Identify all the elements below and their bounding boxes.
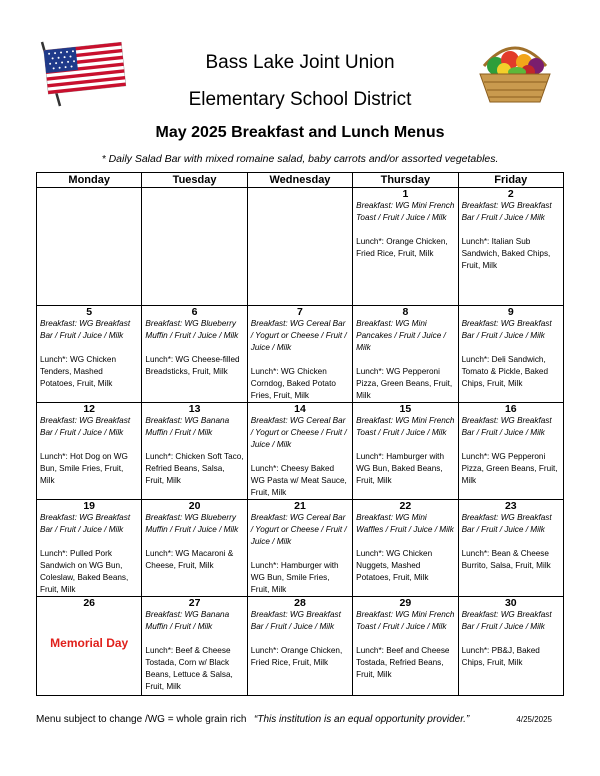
page-title: May 2025 Breakfast and Lunch Menus — [155, 124, 445, 141]
district-name-line2: Elementary School District — [188, 89, 412, 110]
breakfast-item: Breakfast: WG Cereal Bar / Yogurt or Cheese / Fruit / Juice / Milk — [250, 416, 347, 449]
day-number: 13 — [188, 403, 201, 415]
lunch-item: Lunch*: Beef and Cheese Tostada, Refried Beans, Fruit, Milk — [356, 646, 450, 679]
district-name-line1: Bass Lake Joint Union — [205, 52, 395, 73]
weekday-header-row — [37, 173, 564, 188]
day-cell — [37, 188, 142, 306]
day-header: Wednesday — [247, 173, 352, 188]
lunch-item: Lunch*: Deli Sandwich, Tomato & Pickle, Baked Chips, Fruit, Milk — [461, 355, 549, 388]
day-number: 12 — [83, 403, 96, 415]
breakfast-item: Breakfast: WG Breakfast Bar / Fruit / Juice / Milk — [461, 201, 552, 222]
day-cell — [247, 188, 352, 306]
day-cell — [37, 500, 142, 597]
lunch-item: Lunch*: Italian Sub Sandwich, Baked Chips, Fruit, Milk — [461, 237, 551, 270]
breakfast-item: Breakfast: WG Mini French Toast / Fruit / Juice / Milk — [356, 610, 455, 631]
day-cell — [37, 306, 142, 403]
day-number: 19 — [83, 500, 96, 512]
lunch-item: Lunch*: Chicken Soft Taco, Refried Beans, Salsa, Fruit, Milk — [145, 452, 244, 485]
week-row — [37, 306, 564, 403]
day-number: 15 — [399, 403, 412, 415]
breakfast-item: Breakfast: WG Breakfast Bar / Fruit / Juice / Milk — [461, 513, 552, 534]
day-cell — [353, 188, 458, 306]
menu-calendar — [36, 172, 564, 696]
day-cell — [247, 597, 352, 696]
breakfast-item: Breakfast: WG Banana Muffin / Fruit / Milk — [145, 416, 230, 437]
breakfast-item: Breakfast: WG Breakfast Bar / Fruit / Juice / Milk — [40, 319, 131, 340]
day-number: 28 — [294, 597, 306, 609]
day-number: 9 — [507, 306, 514, 318]
day-cell — [458, 188, 563, 306]
day-cell — [142, 188, 247, 306]
breakfast-item: Breakfast: WG Cereal Bar / Yogurt or Cheese / Fruit / Juice / Milk — [250, 319, 347, 352]
day-cell — [247, 500, 352, 597]
day-cell — [37, 597, 142, 696]
day-cell — [353, 403, 458, 500]
day-header: Tuesday — [142, 173, 247, 188]
breakfast-item: Breakfast: WG Breakfast Bar / Fruit / Juice / Milk — [461, 610, 552, 631]
day-number: 27 — [188, 597, 201, 609]
week-row — [37, 188, 564, 306]
lunch-item: Lunch*: Beef & Cheese Tostada, Corn w/ Black Beans, Lettuce & Salsa, Fruit, Milk — [145, 646, 233, 691]
breakfast-item: Breakfast: WG Blueberry Muffin / Fruit / Juice / Milk — [145, 513, 239, 534]
day-number: 16 — [504, 403, 517, 415]
breakfast-item: Breakfast: WG Mini Pancakes / Fruit / Juice / Milk — [356, 319, 446, 352]
day-cell — [142, 500, 247, 597]
day-number: 30 — [504, 597, 517, 609]
week-row — [37, 403, 564, 500]
day-cell — [37, 403, 142, 500]
day-cell — [458, 306, 563, 403]
lunch-item: Lunch*: WG Pepperoni Pizza, Green Beans, Fruit, Milk — [461, 452, 558, 485]
day-cell — [142, 597, 247, 696]
lunch-item: Lunch*: Hot Dog on WG Bun, Smile Fries, Fruit, Milk — [40, 452, 128, 485]
footer-disclaimer: Menu subject to change /WG = whole grain rich — [36, 714, 247, 725]
day-header: Monday — [37, 173, 142, 188]
lunch-item: Lunch*: Orange Chicken, Fried Rice, Fruit, Milk — [250, 646, 343, 667]
day-cell — [353, 306, 458, 403]
lunch-item: Lunch*: Pulled Pork Sandwich on WG Bun, Coleslaw, Baked Beans, Fruit, Milk — [40, 549, 129, 594]
breakfast-item: Breakfast: WG Mini French Toast / Fruit / Juice / Milk — [356, 416, 455, 437]
day-number — [142, 188, 246, 200]
breakfast-item: Breakfast: WG Breakfast Bar / Fruit / Juice / Milk — [40, 513, 131, 534]
day-number: 6 — [191, 306, 198, 318]
breakfast-item: Breakfast: WG Breakfast Bar / Fruit / Juice / Milk — [461, 319, 552, 340]
day-number: 29 — [399, 597, 412, 609]
day-cell — [458, 403, 563, 500]
breakfast-item: Breakfast: WG Mini Waffles / Fruit / Juice / Milk — [356, 513, 454, 534]
breakfast-item: Breakfast: WG Blueberry Muffin / Fruit / Juice / Milk — [145, 319, 239, 340]
breakfast-item: Breakfast: WG Cereal Bar / Yogurt or Cheese / Fruit / Juice / Milk — [250, 513, 347, 546]
day-cell — [458, 597, 563, 696]
day-number — [248, 188, 352, 200]
lunch-item: Lunch*: Hamburger with WG Bun, Baked Beans, Fruit, Milk — [356, 452, 445, 485]
day-number: 20 — [188, 500, 201, 512]
day-number — [37, 188, 141, 200]
day-header: Thursday — [353, 173, 458, 188]
day-cell — [247, 306, 352, 403]
day-header: Friday — [458, 173, 563, 188]
equal-opportunity-statement: “This institution is an equal opportunity provider.” — [254, 714, 470, 725]
lunch-item: Lunch*: WG Chicken Corndog, Baked Potato Fries, Fruit, Milk — [250, 367, 336, 400]
week-row — [37, 500, 564, 597]
lunch-item: Lunch*: Orange Chicken, Fried Rice, Fruit, Milk — [356, 237, 448, 258]
day-cell — [142, 306, 247, 403]
day-cell — [247, 403, 352, 500]
day-number: 5 — [86, 306, 93, 318]
day-number: 1 — [402, 188, 409, 200]
lunch-item: Lunch*: Hamburger with WG Bun, Smile Fries, Fruit, Milk — [250, 561, 339, 594]
day-cell — [353, 500, 458, 597]
lunch-item: Lunch*: PB&J, Baked Chips, Fruit, Milk — [461, 646, 540, 667]
day-cell — [458, 500, 563, 597]
day-number: 14 — [294, 403, 306, 415]
lunch-item: Lunch*: WG Macaroni & Cheese, Fruit, Milk — [145, 549, 234, 570]
day-number: 2 — [507, 188, 514, 200]
lunch-item: Lunch*: Cheesy Baked WG Pasta w/ Meat Sauce, Fruit, Milk — [250, 464, 347, 497]
breakfast-item: Breakfast: WG Banana Muffin / Fruit / Milk — [145, 610, 230, 631]
breakfast-item: Breakfast: WG Mini French Toast / Fruit / Juice / Milk — [356, 201, 455, 222]
day-number: 23 — [504, 500, 517, 512]
week-row — [37, 597, 564, 696]
day-cell — [142, 403, 247, 500]
day-number: 7 — [297, 306, 303, 318]
day-number: 8 — [402, 306, 409, 318]
day-number: 22 — [399, 500, 412, 512]
breakfast-item: Breakfast: WG Breakfast Bar / Fruit / Juice / Milk — [250, 610, 341, 631]
day-number: 21 — [294, 500, 306, 512]
lunch-item: Lunch*: WG Chicken Tenders, Mashed Potatoes, Fruit, Milk — [40, 355, 116, 388]
day-cell — [353, 597, 458, 696]
lunch-item: Lunch*: WG Cheese-filled Breadsticks, Fruit, Milk — [145, 355, 240, 376]
revision-date: 4/25/2025 — [516, 715, 552, 724]
breakfast-item: Breakfast: WG Breakfast Bar / Fruit / Juice / Milk — [40, 416, 131, 437]
lunch-item: Lunch*: Bean & Cheese Burrito, Salsa, Fruit, Milk — [461, 549, 551, 570]
lunch-item: Lunch*: WG Chicken Nuggets, Mashed Potatoes, Fruit, Milk — [356, 549, 433, 582]
holiday-label: Memorial Day — [50, 636, 129, 650]
lunch-item: Lunch*: WG Pepperoni Pizza, Green Beans, Fruit, Milk — [356, 367, 453, 400]
salad-bar-note: * Daily Salad Bar with mixed romaine salad, baby carrots and/or assorted vegetables. — [101, 153, 499, 165]
breakfast-item: Breakfast: WG Breakfast Bar / Fruit / Juice / Milk — [461, 416, 552, 437]
day-number: 26 — [83, 597, 96, 609]
